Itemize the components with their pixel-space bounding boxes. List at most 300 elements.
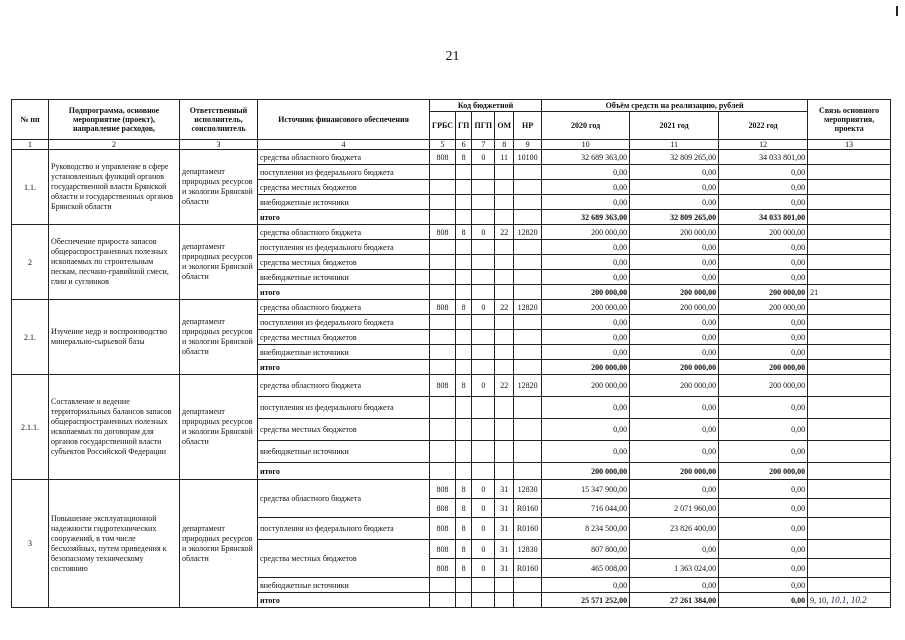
amount: 0,00 xyxy=(630,195,719,210)
amount: 32 689 363,00 xyxy=(542,150,630,165)
amount: 0,00 xyxy=(542,441,630,463)
amount: 200 000,00 xyxy=(719,285,808,300)
budget-code: 808 xyxy=(430,559,456,578)
link-cell xyxy=(808,419,891,441)
budget-code: 8 xyxy=(456,300,472,315)
amount: 0,00 xyxy=(719,330,808,345)
amount: 200 000,00 xyxy=(719,360,808,375)
budget-code xyxy=(514,397,542,419)
budget-code xyxy=(495,360,514,375)
header-name: Подпрограмма, основное мероприятие (проект), направление расходов, xyxy=(49,100,180,140)
budget-code xyxy=(456,195,472,210)
budget-code xyxy=(514,180,542,195)
budget-code xyxy=(456,345,472,360)
column-number: 12 xyxy=(719,140,808,150)
amount: 200 000,00 xyxy=(542,300,630,315)
amount: 0,00 xyxy=(630,441,719,463)
table-row xyxy=(12,300,891,315)
amount: 0,00 xyxy=(542,315,630,330)
link-cell xyxy=(808,540,891,559)
amount: 0,00 xyxy=(719,578,808,593)
budget-code xyxy=(514,419,542,441)
amount: 0,00 xyxy=(542,165,630,180)
budget-code xyxy=(472,330,495,345)
amount: 0,00 xyxy=(719,419,808,441)
budget-code xyxy=(472,397,495,419)
link-cell xyxy=(808,150,891,165)
budget-code xyxy=(472,180,495,195)
budget-code xyxy=(456,463,472,480)
budget-code xyxy=(472,593,495,608)
budget-code: R0160 xyxy=(514,518,542,540)
budget-code xyxy=(514,360,542,375)
budget-code: 808 xyxy=(430,300,456,315)
column-number: 13 xyxy=(808,140,891,150)
budget-code: 31 xyxy=(495,540,514,559)
budget-code: 0 xyxy=(472,225,495,240)
amount: 0,00 xyxy=(719,499,808,518)
corner-mark xyxy=(896,6,898,16)
funding-source: средства областного бюджета xyxy=(258,225,430,240)
amount: 34 033 801,00 xyxy=(719,210,808,225)
header-num: № пп xyxy=(12,100,49,140)
budget-code xyxy=(495,270,514,285)
budget-code xyxy=(456,210,472,225)
column-number: 9 xyxy=(514,140,542,150)
amount: 200 000,00 xyxy=(542,375,630,397)
amount: 0,00 xyxy=(542,419,630,441)
link-cell xyxy=(808,360,891,375)
budget-code xyxy=(514,463,542,480)
budget-code: 8 xyxy=(456,375,472,397)
amount: 200 000,00 xyxy=(630,463,719,480)
amount: 200 000,00 xyxy=(630,375,719,397)
budget-code xyxy=(495,315,514,330)
budget-code: 808 xyxy=(430,518,456,540)
budget-code xyxy=(514,165,542,180)
budget-code: 808 xyxy=(430,540,456,559)
amount: 0,00 xyxy=(719,345,808,360)
budget-code xyxy=(430,255,456,270)
budget-code xyxy=(514,285,542,300)
budget-code xyxy=(430,330,456,345)
amount: 0,00 xyxy=(630,480,719,499)
funding-source: поступления из федерального бюджета xyxy=(258,518,430,540)
budget-code xyxy=(430,463,456,480)
budget-code xyxy=(472,210,495,225)
link-cell xyxy=(808,315,891,330)
budget-code xyxy=(472,345,495,360)
budget-code xyxy=(456,419,472,441)
amount: 200 000,00 xyxy=(719,375,808,397)
column-number: 10 xyxy=(542,140,630,150)
funding-source: средства местных бюджетов xyxy=(258,180,430,195)
budget-code xyxy=(514,210,542,225)
link-cell xyxy=(808,518,891,540)
link-cell xyxy=(808,441,891,463)
row-number: 1.1. xyxy=(12,150,49,225)
table-row xyxy=(12,225,891,240)
budget-code xyxy=(472,315,495,330)
budget-code xyxy=(430,360,456,375)
budget-code: 0 xyxy=(472,480,495,499)
budget-code: 12830 xyxy=(514,540,542,559)
funding-source: итого xyxy=(258,285,430,300)
link-cell: 21 xyxy=(808,285,891,300)
column-number: 5 xyxy=(430,140,456,150)
budget-code: 8 xyxy=(456,559,472,578)
amount: 0,00 xyxy=(719,518,808,540)
amount: 15 347 900,00 xyxy=(542,480,630,499)
link-cell xyxy=(808,593,891,608)
link-cell xyxy=(808,210,891,225)
amount: 0,00 xyxy=(719,195,808,210)
amount: 200 000,00 xyxy=(630,360,719,375)
amount: 200 000,00 xyxy=(630,300,719,315)
amount: 0,00 xyxy=(630,419,719,441)
budget-code xyxy=(514,195,542,210)
budget-code xyxy=(514,255,542,270)
link-cell xyxy=(808,480,891,499)
amount: 0,00 xyxy=(542,255,630,270)
budget-code: 8 xyxy=(456,480,472,499)
amount: 23 826 400,00 xyxy=(630,518,719,540)
amount: 0,00 xyxy=(630,240,719,255)
header-gp: ГП xyxy=(456,112,472,140)
budget-code: 31 xyxy=(495,480,514,499)
executor: департамент природных ресурсов и экологии Брянской области xyxy=(180,225,258,300)
budget-code xyxy=(472,195,495,210)
amount: 0,00 xyxy=(630,578,719,593)
table-row xyxy=(12,375,891,397)
header-pgp: ПГП xyxy=(472,112,495,140)
funding-source: внебюджетные источники xyxy=(258,578,430,593)
amount: 1 363 024,00 xyxy=(630,559,719,578)
amount: 0,00 xyxy=(719,397,808,419)
budget-code xyxy=(430,285,456,300)
link-cell xyxy=(808,578,891,593)
header-2022: 2022 год xyxy=(719,112,808,140)
page-number: 21 xyxy=(445,49,460,64)
header-nr: НР xyxy=(514,112,542,140)
budget-code xyxy=(514,593,542,608)
column-number: 4 xyxy=(258,140,430,150)
link-cell xyxy=(808,165,891,180)
budget-code xyxy=(456,360,472,375)
budget-code xyxy=(456,165,472,180)
budget-code xyxy=(495,285,514,300)
budget-code xyxy=(430,441,456,463)
amount: 0,00 xyxy=(630,180,719,195)
row-number: 2.1.1. xyxy=(12,375,49,480)
header-source: Источник финансового обеспечения xyxy=(258,100,430,140)
budget-code xyxy=(430,240,456,255)
link-cell xyxy=(808,463,891,480)
budget-code xyxy=(514,315,542,330)
amount: 200 000,00 xyxy=(542,360,630,375)
amount: 0,00 xyxy=(630,540,719,559)
amount: 32 689 363,00 xyxy=(542,210,630,225)
budget-code xyxy=(495,463,514,480)
activity-name: Обеспечение прироста запасов общераспространенных полезных ископаемых по строительным пескам, песчано-гравийной смеси, глин и суглинков xyxy=(49,225,180,300)
funding-source: средства местных бюджетов xyxy=(258,255,430,270)
budget-code: 8 xyxy=(456,499,472,518)
column-number: 3 xyxy=(180,140,258,150)
amount: 0,00 xyxy=(542,270,630,285)
amount: 27 261 384,00 xyxy=(630,593,719,608)
budget-code xyxy=(472,270,495,285)
link-cell xyxy=(808,180,891,195)
budget-code: 0 xyxy=(472,375,495,397)
amount: 0,00 xyxy=(630,397,719,419)
funding-source: средства областного бюджета xyxy=(258,300,430,315)
link-cell xyxy=(808,330,891,345)
header-2021: 2021 год xyxy=(630,112,719,140)
activity-name: Составление и ведение территориальных балансов запасов общераспространенных полезных ископаемых по договорам для органов государственной власти субъектов Российской Федерации xyxy=(49,375,180,480)
amount: 200 000,00 xyxy=(719,463,808,480)
budget-code xyxy=(514,240,542,255)
funding-source: итого xyxy=(258,210,430,225)
budget-code: 12830 xyxy=(514,480,542,499)
budget-code xyxy=(430,315,456,330)
amount: 0,00 xyxy=(719,240,808,255)
budget-code xyxy=(514,270,542,285)
amount: 0,00 xyxy=(542,330,630,345)
budget-code xyxy=(514,330,542,345)
budget-code: 808 xyxy=(430,150,456,165)
amount: 0,00 xyxy=(630,330,719,345)
budget-code xyxy=(456,441,472,463)
funding-source: поступления из федерального бюджета xyxy=(258,397,430,419)
link-cell xyxy=(808,195,891,210)
budget-code xyxy=(472,285,495,300)
link-cell xyxy=(808,345,891,360)
row-number: 2.1. xyxy=(12,300,49,375)
row-number: 2 xyxy=(12,225,49,300)
funding-source: средства областного бюджета xyxy=(258,150,430,165)
budget-code xyxy=(495,165,514,180)
budget-table xyxy=(11,99,891,608)
amount: 200 000,00 xyxy=(719,300,808,315)
budget-code: 808 xyxy=(430,375,456,397)
amount: 0,00 xyxy=(719,441,808,463)
budget-code xyxy=(456,578,472,593)
budget-code: 22 xyxy=(495,375,514,397)
amount: 0,00 xyxy=(719,540,808,559)
header-executor: Ответственный исполнитель, соисполнитель xyxy=(180,100,258,140)
column-number: 1 xyxy=(12,140,49,150)
link-handwritten: , 10.1, 10.2 xyxy=(826,594,867,605)
funding-source: средства областного бюджета xyxy=(258,480,430,518)
budget-code xyxy=(456,180,472,195)
header-link: Связь основного мероприятия, проекта xyxy=(808,100,891,140)
budget-code: 10100 xyxy=(514,150,542,165)
budget-code xyxy=(495,210,514,225)
amount: 8 234 500,00 xyxy=(542,518,630,540)
budget-code: 0 xyxy=(472,150,495,165)
executor: департамент природных ресурсов и экологии Брянской области xyxy=(180,300,258,375)
column-number: 6 xyxy=(456,140,472,150)
link-cell xyxy=(808,225,891,240)
budget-code xyxy=(472,463,495,480)
funding-source: внебюджетные источники xyxy=(258,441,430,463)
budget-code xyxy=(456,330,472,345)
budget-code xyxy=(430,419,456,441)
amount: 200 000,00 xyxy=(542,285,630,300)
budget-code: 31 xyxy=(495,559,514,578)
budget-code xyxy=(495,240,514,255)
funding-source: итого xyxy=(258,593,430,608)
link-cell xyxy=(808,255,891,270)
budget-code xyxy=(456,285,472,300)
table-row xyxy=(12,480,891,499)
column-number: 11 xyxy=(630,140,719,150)
budget-code xyxy=(514,441,542,463)
amount: 0,00 xyxy=(719,480,808,499)
header-volume: Объём средств на реализацию, рублей xyxy=(542,100,808,112)
funding-source: итого xyxy=(258,360,430,375)
funding-source: итого xyxy=(258,463,430,480)
activity-name: Изучение недр и воспроизводство минерально-сырьевой базы xyxy=(49,300,180,375)
budget-code xyxy=(430,345,456,360)
budget-code xyxy=(472,165,495,180)
budget-code: 31 xyxy=(495,499,514,518)
budget-code xyxy=(456,240,472,255)
header-grbs: ГРБС xyxy=(430,112,456,140)
amount: 0,00 xyxy=(542,195,630,210)
amount: 25 571 252,00 xyxy=(542,593,630,608)
budget-code xyxy=(495,397,514,419)
budget-code xyxy=(514,345,542,360)
amount: 0,00 xyxy=(630,345,719,360)
header-om: ОМ xyxy=(495,112,514,140)
funding-source: поступления из федерального бюджета xyxy=(258,165,430,180)
budget-code: R0160 xyxy=(514,499,542,518)
funding-source: средства местных бюджетов xyxy=(258,540,430,578)
amount: 465 008,00 xyxy=(542,559,630,578)
budget-code: 12820 xyxy=(514,225,542,240)
budget-code: 8 xyxy=(456,150,472,165)
amount: 200 000,00 xyxy=(719,225,808,240)
budget-code xyxy=(495,195,514,210)
funding-source: средства местных бюджетов xyxy=(258,419,430,441)
amount: 0,00 xyxy=(719,593,808,608)
budget-code xyxy=(430,593,456,608)
link-cell xyxy=(808,300,891,315)
amount: 807 800,00 xyxy=(542,540,630,559)
link-cell xyxy=(808,375,891,397)
budget-code: 8 xyxy=(456,518,472,540)
budget-code xyxy=(430,578,456,593)
link-cell xyxy=(808,240,891,255)
budget-code xyxy=(495,255,514,270)
budget-code xyxy=(495,330,514,345)
executor: департамент природных ресурсов и экологии Брянской области xyxy=(180,480,258,608)
budget-code: 808 xyxy=(430,225,456,240)
amount: 0,00 xyxy=(542,578,630,593)
amount: 200 000,00 xyxy=(542,225,630,240)
budget-code xyxy=(495,578,514,593)
budget-code xyxy=(495,419,514,441)
activity-name: Повышение эксплуатационной надежности гидротехнических сооружений, в том числе бесхозяйных, путем приведения к безопасному техническому состоянию xyxy=(49,480,180,608)
budget-code: R0160 xyxy=(514,559,542,578)
budget-code: 0 xyxy=(472,518,495,540)
budget-code xyxy=(456,397,472,419)
header-budget-code: Код бюджетной xyxy=(430,100,542,112)
amount: 2 071 960,00 xyxy=(630,499,719,518)
amount: 0,00 xyxy=(719,315,808,330)
amount: 0,00 xyxy=(630,165,719,180)
budget-code xyxy=(472,419,495,441)
budget-code xyxy=(472,441,495,463)
table-row xyxy=(12,150,891,165)
amount: 34 033 801,00 xyxy=(719,150,808,165)
funding-source: внебюджетные источники xyxy=(258,345,430,360)
funding-source: внебюджетные источники xyxy=(258,195,430,210)
budget-code: 22 xyxy=(495,225,514,240)
budget-code xyxy=(456,255,472,270)
budget-code xyxy=(430,195,456,210)
budget-code xyxy=(430,397,456,419)
amount: 0,00 xyxy=(630,315,719,330)
executor: департамент природных ресурсов и экологии Брянской области xyxy=(180,150,258,225)
amount: 0,00 xyxy=(719,559,808,578)
amount: 0,00 xyxy=(719,180,808,195)
budget-code xyxy=(514,578,542,593)
budget-code xyxy=(456,593,472,608)
amount: 716 044,00 xyxy=(542,499,630,518)
budget-code xyxy=(472,578,495,593)
link-cell xyxy=(808,499,891,518)
budget-code: 0 xyxy=(472,499,495,518)
budget-code xyxy=(430,180,456,195)
budget-code: 808 xyxy=(430,480,456,499)
funding-source: поступления из федерального бюджета xyxy=(258,240,430,255)
amount: 32 809 265,00 xyxy=(630,210,719,225)
budget-code: 8 xyxy=(456,540,472,559)
table-row xyxy=(12,140,891,150)
amount: 0,00 xyxy=(719,255,808,270)
amount: 0,00 xyxy=(719,270,808,285)
funding-source: внебюджетные источники xyxy=(258,270,430,285)
budget-code xyxy=(456,270,472,285)
budget-code xyxy=(472,360,495,375)
link-cell xyxy=(808,270,891,285)
budget-code: 0 xyxy=(472,559,495,578)
executor: департамент природных ресурсов и экологии Брянской области xyxy=(180,375,258,480)
budget-code xyxy=(472,255,495,270)
budget-code xyxy=(430,210,456,225)
funding-source: средства местных бюджетов xyxy=(258,330,430,345)
link-cell xyxy=(808,397,891,419)
amount: 0,00 xyxy=(542,345,630,360)
amount: 200 000,00 xyxy=(542,463,630,480)
budget-code: 31 xyxy=(495,518,514,540)
budget-code xyxy=(495,593,514,608)
budget-code xyxy=(495,345,514,360)
amount: 32 809 265,00 xyxy=(630,150,719,165)
link-cell xyxy=(808,559,891,578)
link-printed: 9, 10 xyxy=(810,595,827,605)
row-number: 3 xyxy=(12,480,49,608)
budget-code: 22 xyxy=(495,300,514,315)
amount: 0,00 xyxy=(630,255,719,270)
budget-code: 0 xyxy=(472,540,495,559)
column-number: 7 xyxy=(472,140,495,150)
budget-code: 12820 xyxy=(514,300,542,315)
budget-code: 808 xyxy=(430,499,456,518)
amount: 200 000,00 xyxy=(630,285,719,300)
